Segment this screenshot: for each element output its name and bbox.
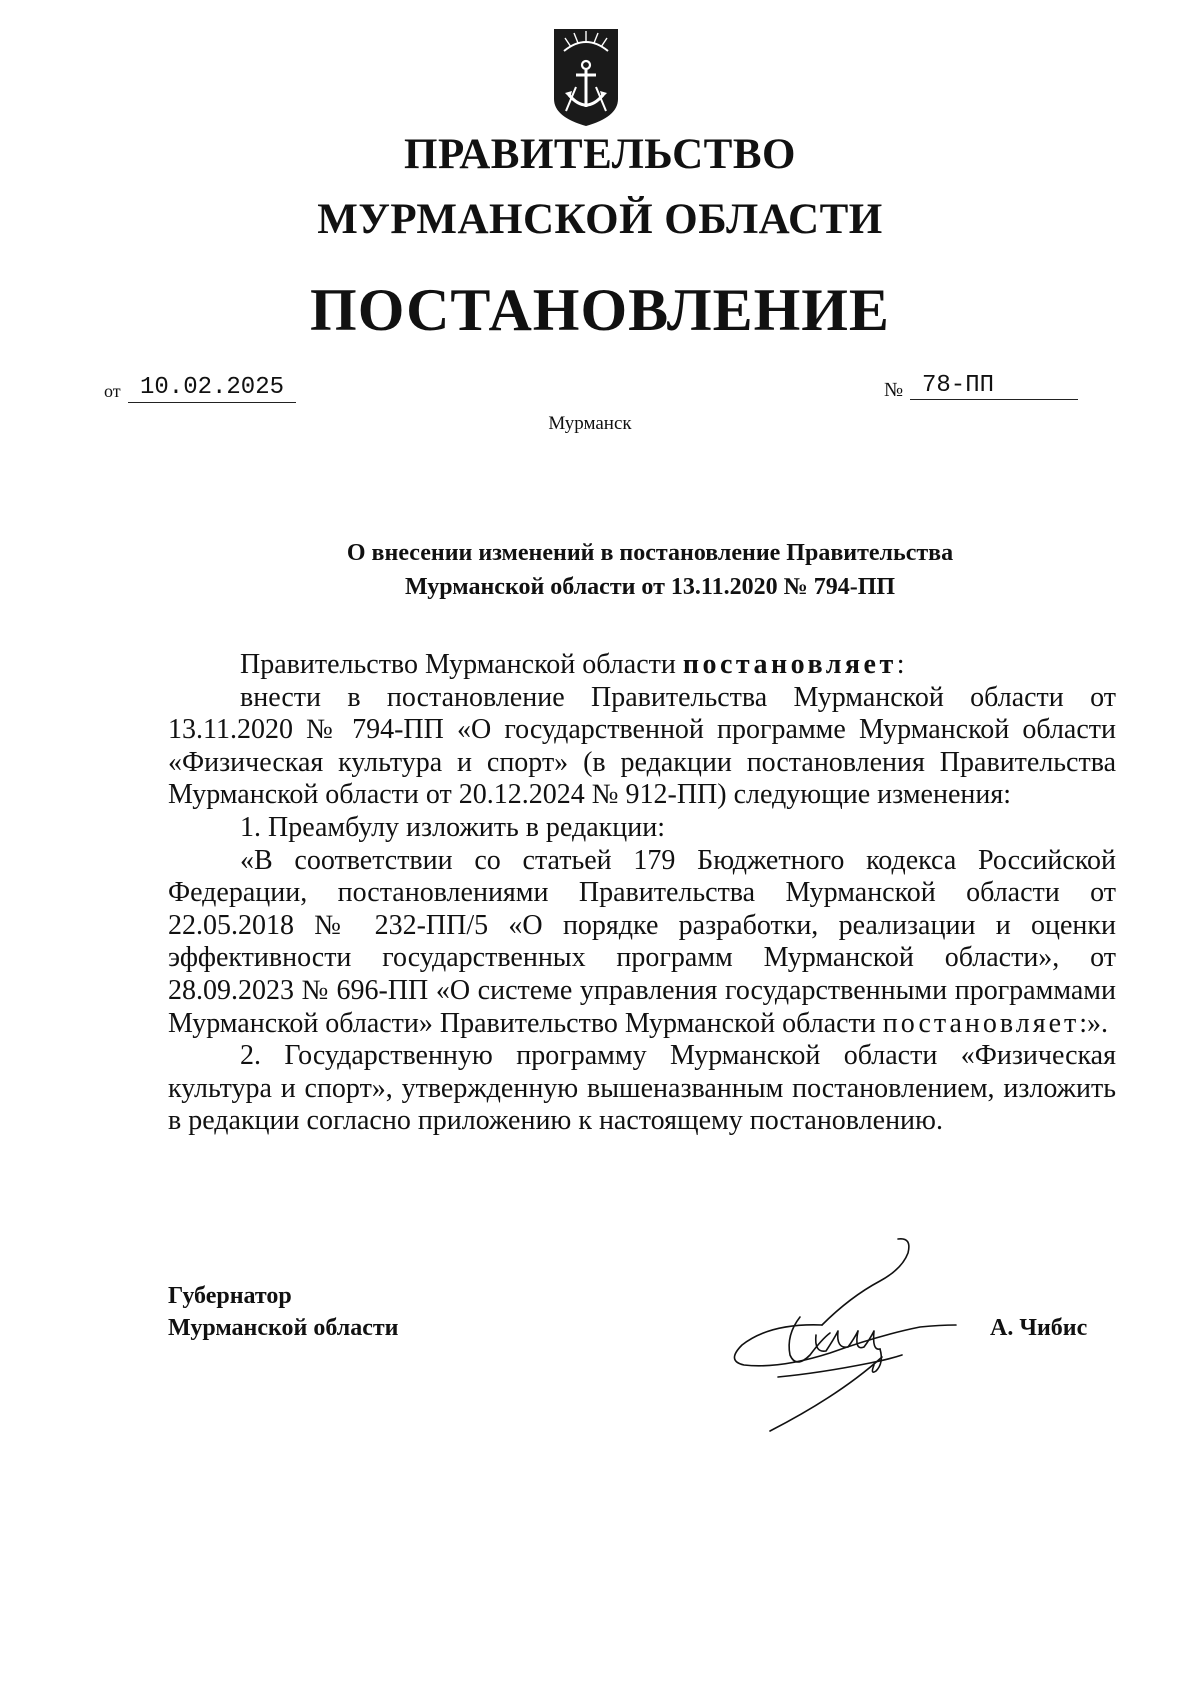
signatory-title [168,1280,398,1344]
paragraph-preamble-text [168,845,1116,1041]
signatory-name: А. Чибис [990,1315,1088,1341]
number-label: № [884,379,904,401]
coat-of-arms-icon [552,27,620,128]
document-date-field: 10.02.2025 [128,374,296,403]
city-name: Мурманск [548,413,632,434]
date-label: от [104,381,121,401]
intro-paragraph [168,649,1116,682]
document-number-field: 78-ПП [910,372,1078,400]
document-type-title: ПОСТАНОВЛЕНИЕ [310,277,890,343]
government-name-line1: ПРАВИТЕЛЬСТВО [404,131,796,178]
handwritten-signature-icon [730,1235,970,1435]
preamble-suffix: :». [1079,1007,1109,1039]
preamble-text: «В соответствии со статьей 179 Бюджетного кодекса Российской Федерации, постановлениями Правительства Мурманской области от 22.05.2018 № 232-ПП/5 «О порядке разработки, реализации и оценки эффективности государственных программ Мурманской области», от 28.09.2023 № 696-ПП «О системе управления государственными программами Мурманской области» Правительство Мурманской области [168,844,1116,1039]
signatory-title-line1: Губернатор [168,1283,292,1309]
paragraph-item-1: 1. Преамбулу изложить в редакции: [240,811,666,843]
intro-keyword: постановляет [682,649,897,680]
paragraph-amendment-intro: внести в постановление Правительства Мурманской области от 13.11.2020 № 794-ПП «О государственной программе Мурманской области «Физическая культура и спорт» (в редакции постановления Правительства Мурманской области от 20.12.2024 № 912-ПП) следующие изменения: [168,681,1116,811]
intro-prefix: Правительство Мурманской области [240,649,676,680]
government-name-line2: МУРМАНСКОЙ ОБЛАСТИ [317,196,883,243]
document-subject [200,536,1100,604]
paragraph-item-2: 2. Государственную программу Мурманской области «Физическая культура и спорт», утвержденную вышеназванным постановлением, изложить в редакции согласно приложению к настоящему постановлению. [168,1040,1116,1137]
subject-line2: Мурманской области от 13.11.2020 № 794-ПП [404,574,896,600]
document-body [168,649,1116,1138]
signatory-title-line2: Мурманской области [168,1315,399,1341]
intro-suffix: : [896,649,905,680]
preamble-keyword: постановляет [882,1007,1080,1039]
subject-line1: О внесении изменений в постановление Правительства [346,540,954,566]
